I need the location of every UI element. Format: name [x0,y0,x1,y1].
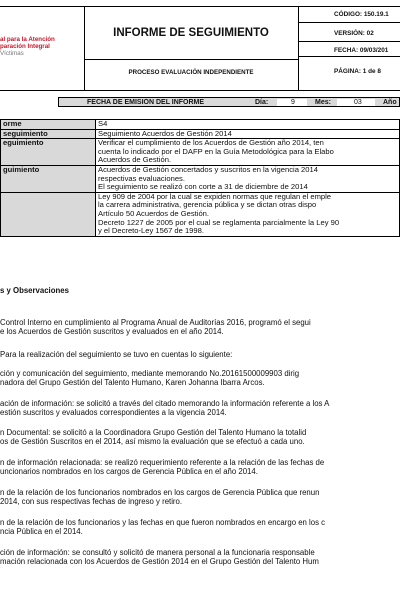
info-row-value [96,129,400,139]
info-row-line: respectivas evaluaciones. [98,173,185,183]
info-row-line: Acuerdos de Gestión concertados y suscritos en la vigencia 2014 [98,165,318,174]
month-label: Mes: [315,99,331,106]
observation-paragraph [0,548,400,567]
observation-paragraph [0,488,400,507]
info-row-line: Verificar el cumplimiento de los Acuerdos de Gestión año 2014, ten [98,138,324,148]
entity-logo [0,36,66,57]
paragraph-line: nadora del Grupo Gestión del Talento Humano, Karen Johanna Ibarra Arcos. [0,378,265,388]
info-row-line: cuenta lo indicado por el DAFP en la Guía Metodológica para la Elabo [98,146,334,156]
document-header [0,0,400,97]
info-row-label: eguimiento [1,139,96,166]
logo-line-2: paración Integral [0,43,50,50]
paragraph-line: n de la relación de los funcionarios y las fechas en que fueron nombrados en encargo en los c [0,518,326,527]
info-row [1,165,400,192]
info-row [1,129,400,139]
fecha-field: FECHA: 09/03/201 [334,47,389,54]
paragraph-line: e los Acuerdos de Gestión suscritos y evaluados en el año 2014. [0,327,224,337]
info-row-line: Seguimiento Acuerdos de Gestión 2014 [98,129,232,138]
info-row-value [96,165,400,192]
paragraph-line: Para la realización del seguimiento se tuvo en cuentas lo siguiente: [0,350,233,359]
info-row-line: Decreto 1227 de 2005 por el cual se reglamenta parcialmente la Ley 90 [98,217,340,227]
info-row-line: El seguimiento se realizó con corte a 31 de diciembre de 2014 [98,182,308,192]
info-row [1,139,400,166]
paragraph-line: Control Interno en cumplimiento al Programa Anual de Auditorías 2016, programó el segui [0,318,311,327]
day-value: 9 [291,99,295,106]
observation-paragraph [0,458,400,477]
info-row [1,192,400,236]
info-row [1,120,400,130]
process-subtitle: PROCESO EVALUACIÓN INDEPENDIENTE [128,69,254,76]
info-row-label: guimiento [1,165,96,192]
section-title: s y Observaciones [0,286,69,295]
paragraph-line: uncionarios nombrados en los cargos de Gerencia Pública en el año 2014. [0,467,258,477]
emission-date-label: FECHA DE EMISIÓN DEL INFORME [87,99,205,106]
paragraph-line: mación relacionada con los Acuerdos de Gestión 2014 en el Grupo Gestión del Talento Hum [0,557,319,567]
paragraph-line: os de Gestión Suscritos en el 2014, así mismo la evaluación que se efectuó a cada uno. [0,437,305,447]
pagina-field: PÁGINA: 1 de 8 [334,68,381,75]
observation-paragraph [0,518,400,537]
observation-paragraph [0,369,400,388]
year-label: Año [383,99,397,106]
paragraph-line: estión suscritos y evaluados correspondientes a la vigencia 2014. [0,408,227,418]
info-row-line: Ley 909 de 2004 por la cual se expiden normas que regulan el emple [98,192,332,201]
observation-paragraph [0,399,400,418]
paragraph-line: ción de información: se consultó y solicitó de manera personal a la funcionaria responsable [0,548,315,557]
logo-line-1: al para la Atención [0,36,55,43]
info-row-label: seguimiento [1,129,96,139]
report-title: INFORME DE SEGUIMIENTO [113,27,269,39]
paragraph-line: 2014, con sus respectivas fechas de ingreso y retiro. [0,497,183,507]
info-row-value [96,120,400,130]
logo-line-3: Víctimas [0,50,24,57]
info-row-line: la carrera administrativa, gerencia pública y se dictan otras dispo [98,200,317,210]
info-row-line: Artículo 50 Acuerdos de Gestión. [98,208,210,218]
info-row-value [96,139,400,166]
paragraph-line: ción y comunicación del seguimiento, mediante memorando No.20161500009903 dirig [0,369,300,378]
paragraph-line: n de información relacionada: se realizó requerimiento referente a la relación de las fechas de [0,458,325,467]
month-value: 03 [354,99,362,106]
info-row-line: S4 [98,119,108,128]
paragraph-line: ncia Pública en el 2014. [0,527,83,537]
observation-paragraph [0,350,400,359]
info-row-value [96,192,400,236]
codigo-field: CÓDIGO: 150.19.1 [334,11,389,18]
info-row-label [1,192,96,236]
observation-paragraph [0,428,400,447]
paragraph-line: ación de información: se solicitó a través del citado memorando la información referente a los A [0,399,330,408]
day-label: Día: [255,99,269,106]
emission-date-bar [58,97,400,107]
version-field: VERSIÓN: 02 [334,30,374,37]
observation-paragraph [0,318,400,337]
info-row-line: y el Decreto-Ley 1567 de 1998. [98,226,204,236]
paragraph-line: n Documental: se solicitó a la Coordinadora Grupo Gestión del Talento Humano la totalid [0,428,307,437]
report-info-table [0,119,400,237]
info-row-label: orme [1,120,96,130]
info-row-line: Acuerdos de Gestión. [98,155,172,165]
paragraph-line: n de la relación de los funcionarios nombrados en los cargos de Gerencia Pública que renun [0,488,320,497]
